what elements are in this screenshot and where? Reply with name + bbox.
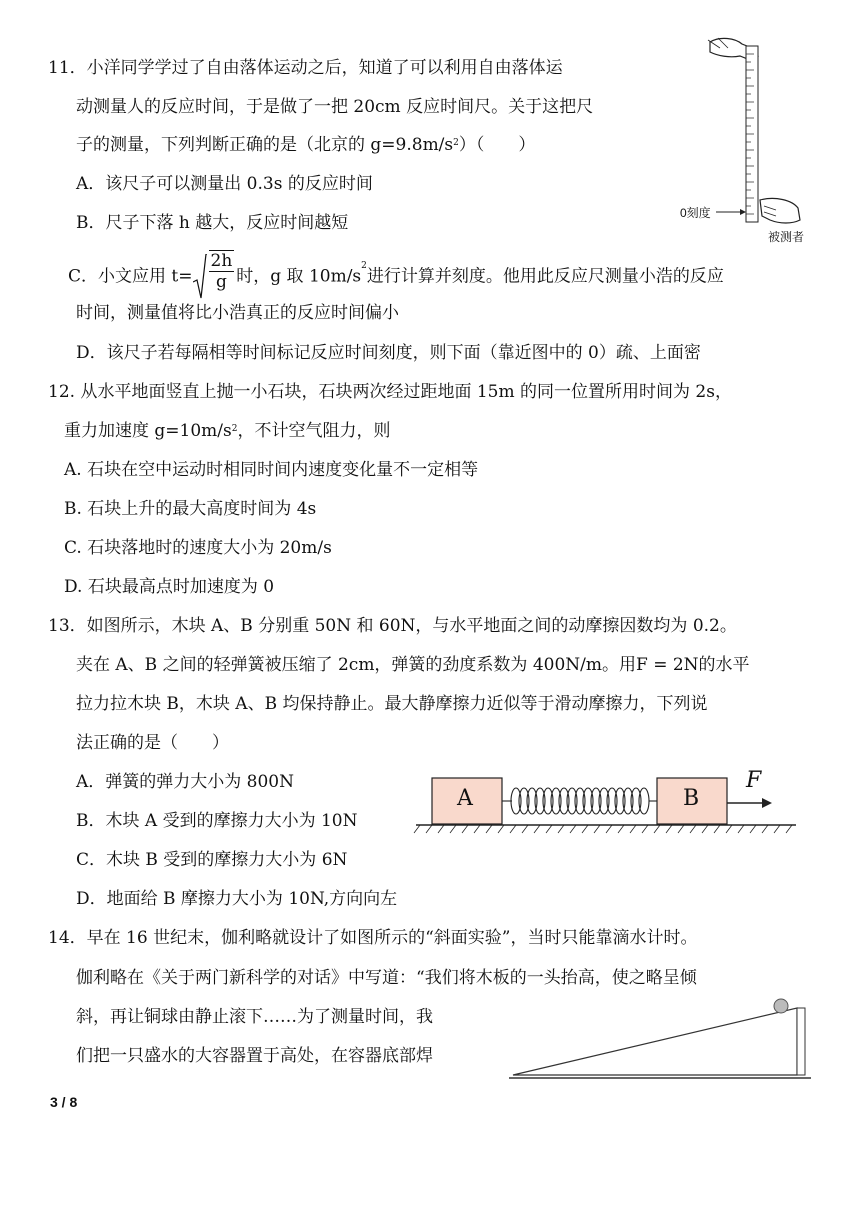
q11-option-b: B．尺子下落 h 越大，反应时间越短	[76, 213, 349, 233]
copper-ball	[774, 999, 788, 1013]
q13-option-c: C．木块 B 受到的摩擦力大小为 6N	[76, 850, 348, 870]
zero-mark-label: 0刻度	[680, 206, 711, 220]
block-b-label: B	[683, 786, 700, 811]
q13-option-d: D．地面给 B 摩擦力大小为 10N,方向向左	[76, 889, 398, 909]
q13-line-4: 法正确的是（ ）	[76, 733, 229, 753]
q12-line-1: 12. 从水平地面竖直上抛一小石块，石块两次经过距地面 15m 的同一位置所用时间为 2s，	[48, 382, 732, 402]
q11-option-c-cont: 时间，测量值将比小浩真正的反应时间偏小	[76, 303, 399, 323]
q11-line-2: 动测量人的反应时间，于是做了一把 20cm 反应时间尺。关于这把尺	[76, 97, 594, 117]
q13-line-3: 拉力拉木块 B，木块 A、B 均保持静止。最大静摩擦力近似等于滑动摩擦力，下列说	[76, 694, 708, 714]
q11-line-3: 子的测量，下列判断正确的是（北京的 $g=9.8m/s^2$）（ ）	[76, 135, 536, 155]
incline-plane	[513, 1008, 797, 1075]
q11-option-c: C．小文应用 t= $\frac{2h}{g}$ 时，g 取 $10m/s^2$进行计算并刻度。他用此反应尺测量小浩的反应	[68, 256, 724, 298]
incline-drawing	[505, 990, 815, 1085]
q13-option-b: B．木块 A 受到的摩擦力大小为 10N	[76, 811, 358, 831]
q11-line-1: 11．小洋同学学过了自由落体运动之后，知道了可以利用自由落体运	[48, 58, 563, 78]
tested-person-label: 被测者	[768, 230, 805, 244]
q13-line-2: 夹在 A、B 之间的轻弹簧被压缩了 2cm，弹簧的劲度系数为 400N/m。用F = 2N的水平	[76, 655, 750, 675]
q14-line-2: 伽利略在《关于两门新科学的对话》中写道：“我们将木板的一头抬高，使之略呈倾	[76, 968, 697, 988]
q12-option-a: A. 石块在空中运动时相同时间内速度变化量不一定相等	[64, 460, 479, 480]
incline-figure	[505, 990, 815, 1085]
q13-option-a: A．弹簧的弹力大小为 800N	[76, 772, 295, 792]
block-a-label: A	[457, 786, 473, 811]
q12-line-2: 重力加速度 $g=10m/s^2$，不计空气阻力，则	[64, 421, 391, 441]
q14-line-1: 14．早在 16 世纪末，伽利略就设计了如图所示的“斜面实验”，当时只能靠滴水计时。	[48, 928, 698, 948]
page-number: 3 / 8	[50, 1094, 78, 1110]
q13-line-1: 13．如图所示，木块 A、B 分别重 50N 和 60N，与水平地面之间的动摩擦因数均为 0.2。	[48, 616, 737, 636]
spring	[502, 788, 657, 814]
q14-line-4: 们把一只盛水的大容器置于高处，在容器底部焊	[76, 1046, 433, 1066]
ruler-figure	[680, 30, 830, 245]
q14-line-3: 斜，再让铜球由静止滚下……为了测量时间，我	[76, 1007, 433, 1027]
force-label: F	[746, 768, 762, 793]
q11-option-a: A．该尺子可以测量出 0.3s 的反应时间	[76, 174, 373, 194]
q12-option-d: D. 石块最高点时加速度为 0	[64, 577, 275, 597]
sqrt-formula: $\frac{2h}{g}$	[193, 256, 237, 298]
q11-option-d: D．该尺子若每隔相等时间标记反应时间刻度，则下面（靠近图中的 0）疏、上面密	[76, 343, 701, 363]
q12-option-b: B. 石块上升的最大高度时间为 4s	[64, 499, 317, 519]
q12-option-c: C. 石块落地时的速度大小为 20m/s	[64, 538, 332, 558]
spring-blocks-figure	[410, 770, 800, 840]
